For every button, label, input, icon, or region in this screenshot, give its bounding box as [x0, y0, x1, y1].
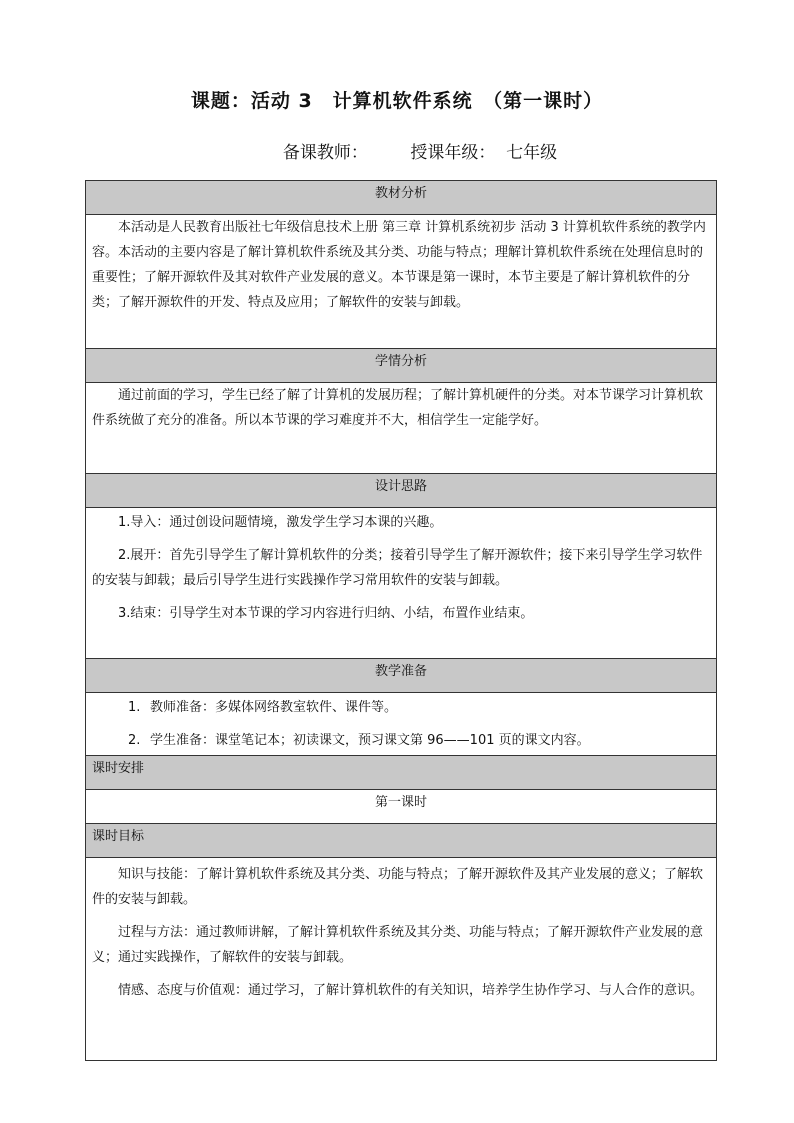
- goal-knowledge-skills: 知识与技能：了解计算机软件系统及其分类、功能与特点；了解开源软件及其产业发展的意义；了解软件的安装与卸载。: [92, 867, 704, 907]
- prep-item-number: 2.: [128, 733, 141, 748]
- prep-item-text: 教师准备：多媒体网络教室软件、课件等。: [150, 700, 398, 715]
- design-item-conclude: 3.结束：引导学生对本节课的学习内容进行归纳、小结，布置作业结束。: [118, 606, 534, 621]
- prep-item-teacher: [92, 695, 710, 720]
- teaching-prep-header: 教学准备: [86, 659, 717, 693]
- student-analysis-cell: [86, 383, 717, 474]
- textbook-analysis-cell: [86, 215, 717, 349]
- student-analysis-header: 学情分析: [86, 349, 717, 383]
- prep-item-student: [92, 728, 710, 753]
- goals-header-row: [86, 824, 717, 858]
- design-header-row: [86, 474, 717, 508]
- students-body-row: [86, 383, 717, 474]
- prep-item-number: 1.: [128, 700, 141, 715]
- textbook-header-row: [86, 181, 717, 215]
- schedule-value: 第一课时: [86, 790, 717, 824]
- goals-body-row: [86, 858, 717, 1061]
- page-title: 课题：活动 3 计算机软件系统 （第一课时）: [190, 90, 604, 112]
- student-analysis-text: 通过前面的学习，学生已经了解了计算机的发展历程；了解计算机硬件的分类。对本节课学习计算机软件系统做了充分的准备。所以本节课的学习难度并不大，相信学生一定能学好。: [92, 388, 704, 428]
- lesson-goals-header: 课时目标: [86, 824, 717, 858]
- design-item-intro: 1.导入：通过创设问题情境，激发学生学习本课的兴趣。: [118, 515, 443, 530]
- lesson-goals-cell: [86, 858, 717, 1061]
- design-item-develop: 2.展开：首先引导学生了解计算机软件的分类；接着引导学生了解开源软件；接下来引导学生学习软件的安装与卸载；最后引导学生进行实践操作学习常用软件的安装与卸载。: [92, 548, 703, 588]
- goal-attitude-values: 情感、态度与价值观：通过学习，了解计算机软件的有关知识，培养学生协作学习、与人合作的意识。: [118, 983, 704, 998]
- schedule-body-row: [86, 790, 717, 824]
- lesson-plan-table: [85, 180, 717, 1061]
- textbook-analysis-text: 本活动是人民教育出版社七年级信息技术上册 第三章 计算机系统初步 活动 3 计算机软件系统的教学内容。本活动的主要内容是了解计算机软件系统及其分类、功能与特点；理解计算机软件系统在处理信息时的重要性；了解开源软件及其对软件产业发展的意义。本节课是第一课时，本节主要是了解计算机软件的分类；了解开源软件的开发、特点及应用；了解软件的安装与卸载。: [92, 220, 706, 310]
- design-ideas-cell: [86, 508, 717, 659]
- teaching-prep-cell: [86, 693, 717, 756]
- prep-item-text: 学生准备：课堂笔记本；初读课文，预习课文第 96——101 页的课文内容。: [150, 733, 590, 748]
- design-ideas-header: 设计思路: [86, 474, 717, 508]
- design-body-row: [86, 508, 717, 659]
- schedule-header-row: [86, 756, 717, 790]
- prep-header-row: [86, 659, 717, 693]
- textbook-body-row: [86, 215, 717, 349]
- prep-body-row: [86, 693, 717, 756]
- students-header-row: [86, 349, 717, 383]
- schedule-header: 课时安排: [86, 756, 717, 790]
- goal-process-methods: 过程与方法：通过教师讲解，了解计算机软件系统及其分类、功能与特点；了解开源软件产业发展的意义；通过实践操作，了解软件的安装与卸载。: [92, 925, 704, 965]
- teacher-grade-line: 备课教师： 授课年级： 七年级: [282, 143, 558, 163]
- textbook-analysis-header: 教材分析: [86, 181, 717, 215]
